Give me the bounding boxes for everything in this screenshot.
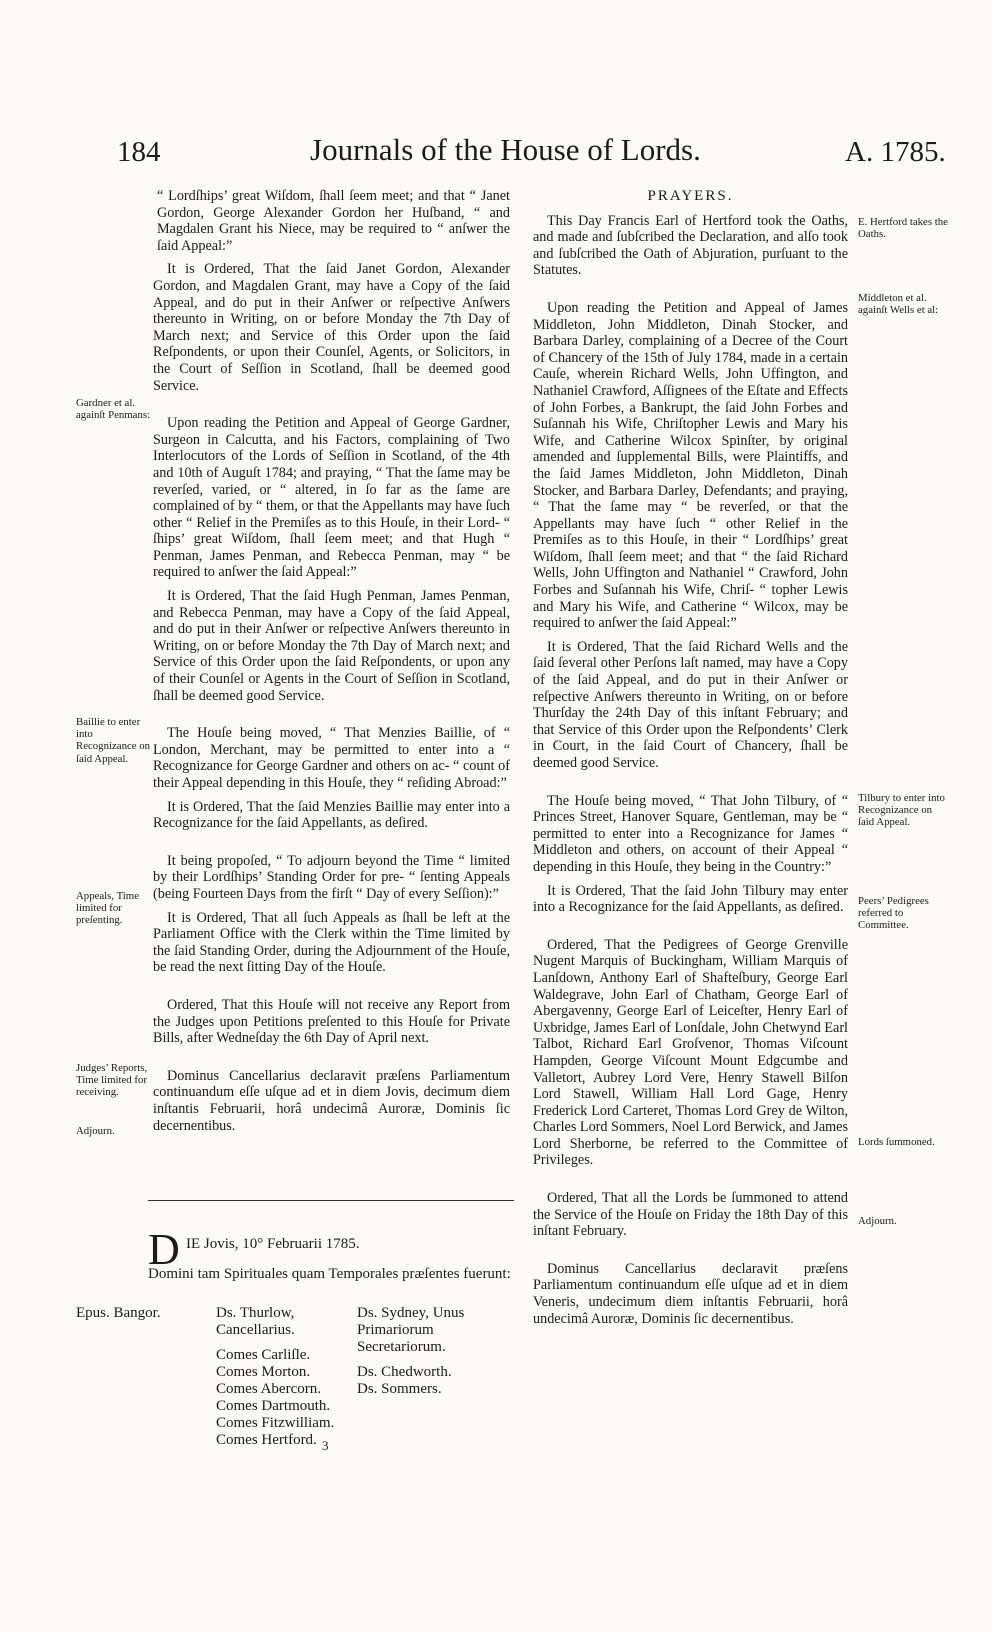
- lords-list-2: [357, 1305, 487, 1398]
- right-column: [533, 188, 848, 1334]
- paragraph: It is Ordered, That the ſaid Menzies Baillie may enter into a Recognizance for the ſaid Appellants, as deſired.: [153, 798, 510, 832]
- lord-entry: Ds. Thurlow, Cancellarius.: [216, 1305, 295, 1338]
- paragraph: Dominus Cancellarius declaravit præſens Parliamentum continuandum eſſe uſque ad et in diem Jovis, decimum diem inſtantis Februarii, horâ undecimâ Auroræ, Dominis ſic decernentibus.: [153, 1067, 510, 1134]
- paragraph: The Houſe being moved, “ That John Tilbury, of “ Princes Street, Hanover Square, Gentleman, may be “ permitted to enter into a Recognizance for James “ Middleton and others, on account of their Appeal “ depending in this Houſe, they being in the Country:”: [533, 792, 848, 875]
- running-year: A. 1785.: [845, 136, 946, 168]
- signature-mark: 3: [322, 1438, 329, 1453]
- paragraph: It is Ordered, That the ſaid Richard Wells and the ſaid ſeveral other Perſons laſt named, may have a Copy of the ſaid Appeal, and do put in their Anſwer or reſpective Anſwers thereunto in Writing, on or before Thurſday the 24th Day of this inſtant February; and that Service of this Order upon the Reſpondents’ Clerk in Court, in the ſaid Court of Chancery, ſhall be deemed good Service.: [533, 638, 848, 771]
- paragraph: It is Ordered, That all ſuch Appeals as ſhall be left at the Parliament Office with the Clerk within the Time limited by the ſaid Standing Order, during the Adjournment of the Houſe, be read the next ſitting Day of the Houſe.: [153, 909, 510, 976]
- left-column: [153, 188, 510, 1141]
- margin-note: Gardner et al. againſt Penmans:: [76, 397, 151, 422]
- paragraph: Upon reading the Petition and Appeal of George Gardner, Surgeon in Calcutta, and his Factors, complaining of Two Interlocutors of the Lords of Seſſion in Scotland, of the 4th and 10th of Auguſt 1784; and praying, “ That the ſame may be reverſed, varied, or “ altered, in ſo far as the ſame are complained of by “ them, or that the Appellants may have ſuch other “ Relief in the Premiſes as to this Houſe, in their Lord- “ ſhips’ great Wiſdom, ſhall ſeem meet; and that Hugh “ Penman, James Penman, and Rebecca Penman, may “ be required to anſwer the ſaid Appeal:”: [153, 415, 510, 581]
- paragraph: Ordered, That all the Lords be ſummoned to attend the Service of the Houſe on Friday the 18th Day of this inſtant February.: [533, 1190, 848, 1240]
- sitting-date: IE Jovis, 10° Februarii 1785.: [186, 1236, 360, 1252]
- margin-note: Lords ſummoned.: [858, 1136, 935, 1148]
- margin-note: Adjourn.: [858, 1215, 897, 1227]
- paragraph: It is Ordered, That the ſaid Hugh Penman, James Penman, and Rebecca Penman, may have a Copy of the ſaid Appeal, and do put in their Anſwer or reſpective Anſwers thereunto in Writing, on or before Monday the 7th Day of March next; and Service of this Order upon the ſaid Reſpondents, or upon any of their Counſel or Agents in the Court of Seſſion in Scotland, ſhall be deemed good Service.: [153, 588, 510, 704]
- margin-note: Adjourn.: [76, 1125, 115, 1137]
- lord-entry: Comes Fitzwilliam.: [216, 1415, 335, 1431]
- paragraph: It being propoſed, “ To adjourn beyond the Time “ limited by their Lordſhips’ Standing Order for pre- “ ſenting Appeals (being Fourteen Days from the firſt “ Day of every Seſſion):”: [153, 852, 510, 902]
- margin-note: Baillie to enter into Recognizance on ſaid Appeal.: [76, 716, 151, 765]
- paragraph: “ Lordſhips’ great Wiſdom, ſhall ſeem meet; and that “ Janet Gordon, George Alexander Gordon her Huſband, “ and Magdalen Grant his Niece, may be required to “ anſwer the ſaid Appeal:”: [157, 188, 510, 254]
- margin-note: Tilbury to enter into Recognizance on ſaid Appeal.: [858, 792, 945, 829]
- paragraph: Ordered, That this Houſe will not receive any Report from the Judges upon Petitions preſented to this Houſe for Private Bills, after Wedneſday the 6th Day of April next.: [153, 996, 510, 1047]
- lord-entry: Comes Carliſle.: [216, 1347, 311, 1363]
- lord-entry: Ds. Chedworth.: [357, 1364, 452, 1380]
- lord-entry: [357, 1356, 487, 1364]
- drop-capital: D: [148, 1225, 180, 1274]
- bishops-list: Epus. Bangor.: [76, 1305, 161, 1321]
- attendance-heading: Domini tam Spirituales quam Temporales præſentes fuerunt:: [148, 1266, 511, 1282]
- paragraph: Dominus Cancellarius declaravit præſens Parliamentum continuandum eſſe uſque ad et in diem Veneris, undecimum diem inſtantis Februarii, horâ undecimâ Auroræ, Dominis ſic decernentibus.: [533, 1260, 848, 1327]
- paragraph: It is Ordered, That the ſaid Janet Gordon, Alexander Gordon, and Magdalen Grant, may have a Copy of the ſaid Appeal, and do put in their Anſwer or reſpective Anſwers thereunto in Writing, on or before Monday the 7th Day of March next; and Service of this Order upon the ſaid Reſpondents, or upon their Counſel, Agents, or Solicitors, in the Court of Seſſion in Scotland, ſhall be deemed good Service.: [153, 261, 510, 394]
- margin-note: Appeals, Time limited for preſenting.: [76, 890, 139, 927]
- lord-entry: Ds. Sydney, Unus Primariorum Secretariorum.: [357, 1305, 465, 1355]
- margin-note: E. Hertford takes the Oaths.: [858, 216, 948, 241]
- lord-entry: [216, 1339, 346, 1347]
- page-number: 184: [117, 136, 161, 168]
- margin-note: Peers’ Pedigrees referred to Committee.: [858, 895, 929, 932]
- section-heading: PRAYERS.: [647, 188, 734, 204]
- lord-entry: Comes Dartmouth.: [216, 1398, 331, 1414]
- margin-note: Middleton et al. againſt Wells et al:: [858, 292, 939, 317]
- running-title: Journals of the House of Lords.: [310, 132, 701, 167]
- lords-list-1: [216, 1305, 346, 1449]
- section-divider: [148, 1200, 514, 1201]
- lord-entry: Comes Abercorn.: [216, 1381, 321, 1397]
- paragraph: The Houſe being moved, “ That Menzies Baillie, of “ London, Merchant, may be permitted to enter into a “ Recognizance for George Gardner and others on ac- “ count of their Appeal depending in this Houſe, they “ reſiding Abroad:”: [153, 725, 510, 791]
- lord-entry: Comes Hertford.: [216, 1432, 317, 1448]
- paragraph: Ordered, That the Pedigrees of George Grenville Nugent Marquis of Buckingham, William Marquis of Lanſdown, Anthony Earl of Shafteſbury, George Earl Waldegrave, John Earl of Chatham, George Earl of Abergavenny, George Earl of Leiceſter, Henry Earl of Uxbridge, James Earl of Lonſdale, John Chetwynd Earl Talbot, Richard Earl Groſvenor, Thomas Viſcount Hampden, George Viſcount Mount Edgcumbe and Valletort, Aubrey Lord Vere, Henry Stawell Bilſon Lord Stawell, William Hall Lord Gage, Henry Frederick Lord Carteret, Thomas Lord Grey de Wilton, Charles Lord Sommers, Noel Lord Berwick, and James Lord Sherborne, be referred to the Committee of Privileges.: [533, 936, 848, 1169]
- margin-note: Judges’ Reports, Time limited for receiving.: [76, 1062, 148, 1099]
- lord-entry: Comes Morton.: [216, 1364, 311, 1380]
- lord-entry: Ds. Sommers.: [357, 1381, 442, 1397]
- paragraph: Upon reading the Petition and Appeal of James Middleton, John Middleton, Dinah Stocker, and Barbara Darley, complaining of a Decree of the Court of Chancery of the 15th of July 1784, made in a certain Cauſe, wherein Richard Wells, John Uffington, and Nathaniel Crawford, Aſſignees of the Eſtate and Effects of John Forbes, a Bankrupt, the ſaid John Forbes and Suſannah his Wife, Chriſtopher Lewis and Mary his Wife, and Catherine Wilcox Spinſter, by original amended and ſupplemental Bills, were Plaintiffs, and the ſaid James Middleton, John Middleton, Dinah Stocker, and Barbara Darley, Defendants; and praying, “ That the ſame may “ be reverſed, or that the Appellants may have ſuch “ other Relief in the Premiſes as to this Houſe, in their “ Lordſhips’ great Wiſdom, ſhall ſeem meet; and that “ the ſaid Richard Wells, John Uffington and Nathaniel “ Crawford, John Forbes and Suſannah his Wife, Chriſ- “ topher Lewis and Mary his Wife, and Catherine “ Wilcox, may be required to anſwer the ſaid Appeal:”: [533, 299, 848, 632]
- paragraph: This Day Francis Earl of Hertford took the Oaths, and made and ſubſcribed the Declaration, and alſo took and ſubſcribed the Oath of Abjuration, purſuant to the Statutes.: [533, 212, 848, 279]
- paragraph: It is Ordered, That the ſaid John Tilbury may enter into a Recognizance for the ſaid Appellants, as deſired.: [533, 882, 848, 916]
